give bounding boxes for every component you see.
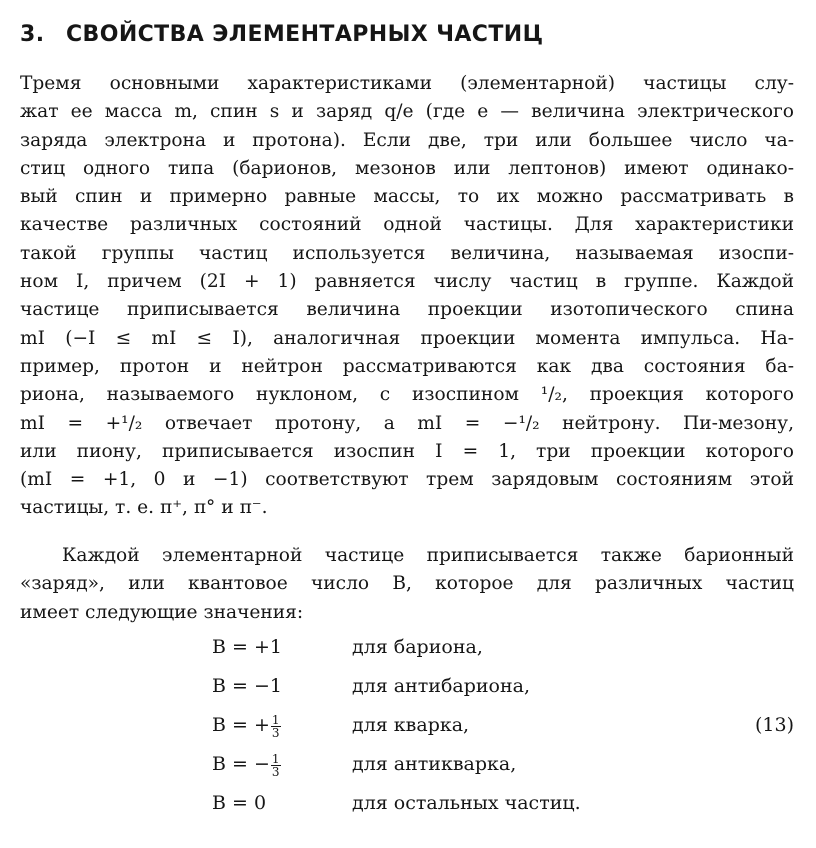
equation-rhs: для антибариона, [352,675,531,697]
text-line: вый спин и примерно равные массы, то их можно рассматривать в [20,186,794,208]
text-line: жат ее масса m, спин s и заряд q/e (где e — величина электрического [20,101,794,123]
text-line: Тремя основными характеристиками (элементарной) частицы слу- [20,73,794,94]
text-line: риона, называемого нуклоном, с изоспином ¹/₂, проекция которого [20,384,794,406]
equation-rhs: для остальных частиц. [352,792,581,814]
equation-lhs [212,706,282,745]
equation-rhs: для кварка, [352,714,470,736]
text-line: «заряд», или квантовое число B, которое для различных частиц [20,573,794,595]
paragraph-1 [20,70,794,523]
fraction-numerator: 1 [271,712,280,727]
text-line: пример, протон и нейтрон рассматриваются как два состояния ба- [20,355,794,377]
equation-row [20,745,796,784]
fraction-denominator: 3 [271,725,280,740]
text-line: имеет следующие значения: [20,601,304,623]
equation-lhs: B = 0 [212,792,267,814]
section-title: СВОЙСТВА ЭЛЕМЕНТАРНЫХ ЧАСТИЦ [66,22,544,47]
equation-rhs: для бариона, [352,636,483,658]
text-line: или пиону, приписывается изоспин I = 1, три проекции которого [20,440,794,462]
fraction-denominator: 3 [271,764,280,779]
equation-row [20,784,796,823]
equation-row [20,628,796,667]
equation-lhs-prefix: B = −1 [212,675,282,697]
text-line: Каждой элементарной частице приписывается также барионный [62,545,794,566]
text-line: ном I, причем (2I + 1) равняется числу частиц в группе. Каждой [20,271,794,293]
equation-rhs: для антикварка, [352,753,517,775]
equation-lhs-prefix: B = − [212,753,270,775]
equation-13 [20,628,796,823]
text-line: частице приписывается величина проекции изотопического спина [20,299,794,321]
fraction-numerator: 1 [271,751,280,766]
equation-lhs-prefix: B = + [212,714,270,736]
text-line: (mI = +1, 0 и −1) соответствуют трем зарядовым состояниям этой [20,469,794,491]
section-number: 3. [20,22,45,47]
text-line: стиц одного типа (барионов, мезонов или лептонов) имеют одинако- [20,157,794,179]
equation-lhs [212,667,282,706]
equation-number: (13) [754,714,794,736]
paragraph-2 [20,542,794,627]
text-line: mI = +¹/₂ отвечает протону, а mI = −¹/₂ нейтрону. Пи-мезону, [20,412,794,434]
text-line: качестве различных состояний одной частицы. Для характеристики [20,214,794,236]
equation-row [20,667,796,706]
text-line: частицы, т. е. π⁺, π° и π⁻. [20,497,268,519]
text-line: mI (−I ≤ mI ≤ I), аналогичная проекции момента импульса. На- [20,327,794,349]
text-line: такой группы частиц используется величина, называемая изоспи- [20,242,794,264]
fraction [271,753,281,778]
text-line: заряда электрона и протона). Если две, три или большее число ча- [20,129,794,151]
equation-lhs [212,745,282,784]
equation-lhs: B = +1 [212,636,282,658]
section-heading [20,22,543,47]
equation-row [20,706,796,745]
fraction [271,714,281,739]
